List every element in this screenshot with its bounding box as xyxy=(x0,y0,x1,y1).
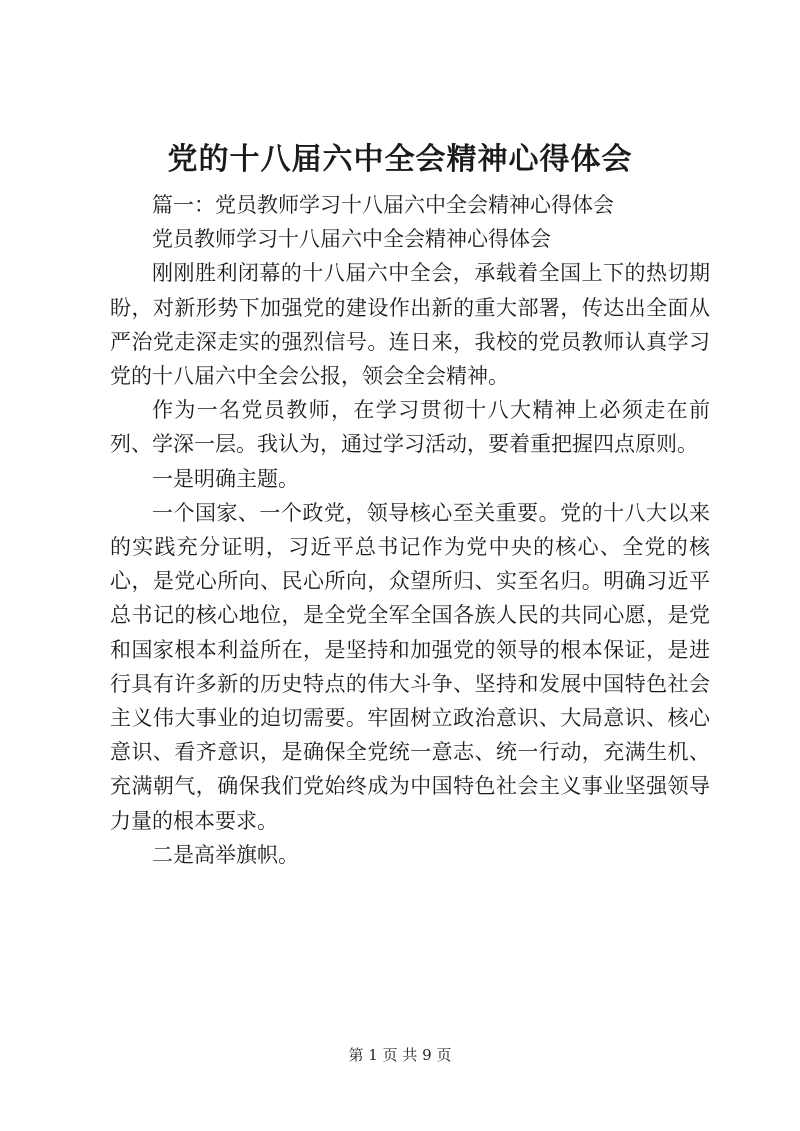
body-paragraph: 一个国家、一个政党，领导核心至关重要。党的十八大以来的实践充分证明，习近平总书记作为党中央的核心、全党的核心，是党心所向、民心所向，众望所归、实至名归。明确习近平总书记的核心地位，是全党全军全国各族人民的共同心愿，是党和国家根本利益所在，是坚持和加强党的领导的根本保证，是进行具有许多新的历史特点的伟大斗争、坚持和发展中国特色社会主义伟大事业的迫切需要。牢固树立政治意识、大局意识、核心意识、看齐意识，是确保全党统一意志、统一行动，充满生机、充满朝气，确保我们党始终成为中国特色社会主义事业坚强领导力量的根本要求。 xyxy=(110,500,710,833)
body-paragraph: 作为一名党员教师，在学习贯彻十八大精神上必须走在前列、学深一层。我认为，通过学习活动，要着重把握四点原则。 xyxy=(110,398,710,457)
point-heading: 一是明确主题。 xyxy=(152,466,299,491)
body-paragraph: 刚刚胜利闭幕的十八届六中全会，承载着全国上下的热切期盼，对新形势下加强党的建设作出新的重大部署，传达出全面从严治党走深走实的强烈信号。连日来，我校的党员教师认真学习党的十八届六中全会公报，领会全会精神。 xyxy=(110,261,710,389)
article-subtitle: 党员教师学习十八届六中全会精神心得体会 xyxy=(152,227,551,252)
section-heading: 篇一：党员教师学习十八届六中全会精神心得体会 xyxy=(152,193,614,217)
document-title: 党的十八届六中全会精神心得体会 xyxy=(167,142,633,177)
document-body xyxy=(110,188,710,872)
point-heading: 二是高举旗帜。 xyxy=(152,842,299,867)
page-footer: 第 1 页 共 9 页 xyxy=(348,1046,452,1064)
